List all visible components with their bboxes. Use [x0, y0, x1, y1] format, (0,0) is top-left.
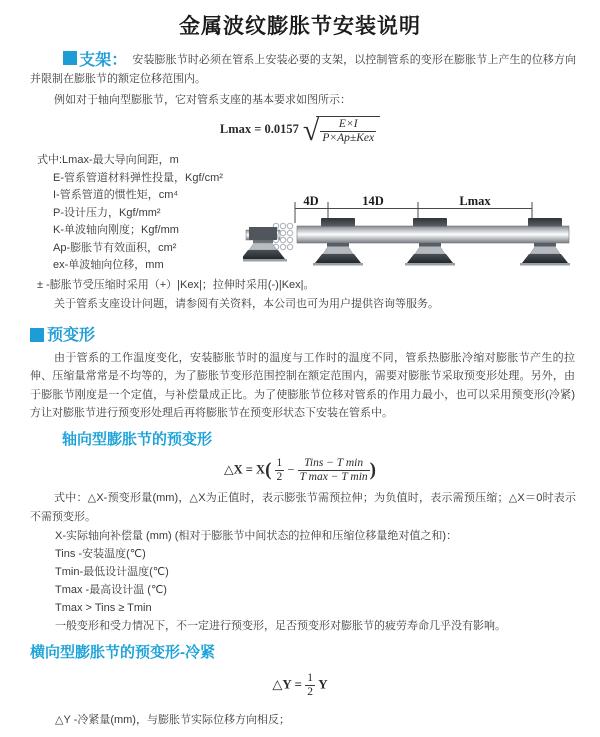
fraction-denominator: 2 — [307, 685, 313, 698]
pipe — [297, 226, 569, 243]
minus-sign: − — [287, 461, 295, 476]
fraction — [320, 118, 376, 145]
open-paren: ( — [265, 459, 272, 480]
definition-line: K-单波轴向刚度；Kgf/mm — [53, 224, 179, 236]
definition-line: ex-单波轴向位移，mm — [53, 259, 164, 271]
definition-line: I-管系管道的惯性矩，cm⁴ — [53, 189, 179, 201]
tmin-line: Tmin-最低设计温度(℃) — [55, 565, 169, 578]
page-title: 金属波纹膨胀节安装说明 — [179, 15, 421, 38]
support-intro-text: 安装膨胀节时必须在管系上安装必要的支架，以控制管系的变形在膨胀节上产生的位移方向并限制在膨胀节的额定位移范围内。 — [30, 54, 576, 85]
pipe-support-diagram — [243, 192, 577, 286]
fraction-numerator: 1 — [276, 456, 283, 469]
dim-label-14d: 14D — [362, 194, 384, 208]
formula-lhs: △X = X — [224, 461, 266, 476]
definition-line: 式中:Lmax-最大导向间距，m — [37, 154, 179, 166]
one-half-fraction — [275, 457, 285, 484]
lateral-coldpull-formula — [0, 672, 600, 699]
delta-x-note: 式中：△X-预变形量(mm)，△X为正值时，表示膨张节需预拉伸；为负值时，表示需预压缩；△X＝0时表示不需预变形。 — [30, 491, 576, 523]
dim-label-4d: 4D — [303, 194, 319, 208]
dim-label-lmax: Lmax — [459, 194, 491, 208]
temperature-fraction — [298, 457, 370, 484]
axial-predeform-formula — [0, 457, 600, 484]
radical-sign-icon: √ — [302, 113, 320, 147]
fraction-numerator: 1 — [307, 671, 313, 684]
fraction-denominator: P×Ap±Kex — [322, 132, 375, 144]
plus-minus-note: ± -膨胀节受压缩时采用（+）|Kex|；拉伸时采用(-)|Kex|。 — [37, 278, 315, 291]
close-paren: ) — [369, 459, 376, 480]
blue-square-bullet-icon — [63, 51, 77, 65]
support-section-heading: 支架： — [79, 52, 128, 69]
fraction-denominator: 2 — [276, 470, 283, 483]
definition-line: E-管系管道材料弹性投量，Kgf/cm² — [53, 171, 223, 184]
definition-line: P-设计压力，Kgf/mm² — [53, 206, 161, 219]
formula-lhs: Lmax = 0.0157 — [219, 122, 299, 137]
blue-square-bullet-icon — [30, 328, 44, 342]
predeform-section-heading-row — [30, 326, 600, 346]
definition-line: Ap-膨胀节有效面积，cm² — [53, 241, 177, 254]
fraction-denominator: T max − T min — [299, 470, 368, 483]
radicand — [316, 116, 380, 145]
consulting-note: 关于管系支座设计问题，请参阅有关资料，本公司也可为用户提供咨询等服务。 — [54, 297, 439, 310]
formula-lhs: △Y = — [272, 675, 302, 691]
support-intro-paragraph — [30, 51, 576, 89]
axial-subsection-heading: 轴向型膨胀节的预变形 — [62, 430, 213, 448]
tmax-line: Tmax -最高设计温 (℃) — [55, 583, 167, 596]
fraction-numerator: Tins − T min — [298, 457, 370, 471]
tins-line: Tins -安装温度(℃) — [55, 547, 146, 560]
lmax-formula — [0, 113, 600, 147]
formula-rhs: Y — [318, 675, 328, 691]
predeform-paragraph: 由于管系的工作温度变化，安装膨胀节时的温度与工作时的温度不同，管系热膨胀冷缩对膨胀节产生的拉伸、压缩量常常是不均等的，为了膨胀节变形范围控制在额定范围内，需要对膨胀节采取预变形处理。另外，由于膨胀节刚度是一个定值，与补偿量成正比。为了使膨胀节位移对管系的作用力最小，也可以采用预变形(冷紧)方让对膨胀节进行预变形处理后再将膨胀节在预变形状态下安装在管系中。 — [30, 351, 575, 419]
x-compensation-note: X-实际轴向补偿量 (mm) (相对于膨胀节中间状态的拉伸和压缩位移量绝对值之和)： — [55, 529, 458, 542]
fraction-numerator: E×I — [320, 118, 376, 132]
general-deform-note: 一般变形和受力情况下，不一定进行预变形，足否预变形对膨胀节的疲劳寿命几乎没有影响。 — [55, 619, 506, 632]
delta-y-note: △Y -冷紧量(mm)，与膨胀节实际位移方向相反； — [55, 713, 290, 726]
predeform-section-heading: 预变形 — [47, 326, 96, 344]
support-example-line: 例如对于轴向型膨胀节，它对管系支座的基本要求如图所示： — [54, 94, 351, 106]
one-half-fraction — [305, 672, 315, 699]
lateral-subsection-heading: 横向型膨胀节的预变形-冷紧 — [30, 643, 215, 661]
temperature-inequality: Tmax > Tins ≥ Tmin — [55, 601, 152, 614]
